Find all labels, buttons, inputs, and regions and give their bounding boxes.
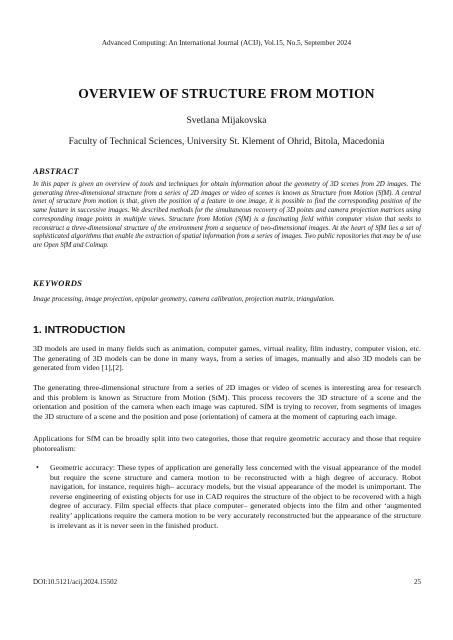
intro-paragraph-3: Applications for SfM can be broadly split into two categories, those that require geometric accuracy and those that require photorealism:	[33, 434, 421, 453]
introduction-heading: 1. INTRODUCTION	[33, 324, 126, 336]
page-number: 25	[414, 578, 421, 586]
intro-paragraph-2: The generating three-dimensional structure from a series of 2D images or video of scenes is interesting area for research and this problem is known as Structure from Motion (StM). This process recovers the 3D structure of a scene and the orientation and position of the camera when each image was captured. SfM is trying to recover, from segments of images the 3D structure of a scene and the position and pose (orientation) of camera at the moment of capturing each image.	[33, 383, 421, 421]
journal-header: Advanced Computing: An International Journal (ACIJ), Vol.15, No.5, September 2024	[101, 39, 352, 47]
footer-doi: DOI:10.5121/acij.2024.15502	[33, 578, 118, 586]
bullet-text: Geometric accuracy: These types of application are generally less concerned with the visual appearance of the model but require the scene structure and camera motion to be reconstructed with a high degree of accuracy. Robot navigation, for instance, requires high– accuracy models, but the visual appearance of the model is unimportant. The reverse engineering of existing objects for use in CAD requires the structure of the object to be recovered with a high degree of accuracy. Film special effects that place computer– generated objects into the film and other ‘augmented reality’ applications require the camera motion to be very accurately reconstructed but the appearance of the structure is irrelevant as it is never seen in the finished product.	[50, 463, 421, 530]
paper-title: OVERVIEW OF STRUCTURE FROM MOTION	[78, 86, 375, 101]
intro-paragraph-1: 3D models are used in many fields such as animation, computer games, virtual reality, film industry, computer vision, etc. The generating of 3D models can be done in many ways, from a series of images, manually and also 3D models can be generated from video [1],[2].	[33, 344, 421, 373]
author-name: Svetlana Mijakovska	[186, 116, 267, 126]
keywords-heading: KEYWORDS	[33, 278, 83, 288]
abstract-heading: ABSTRACT	[33, 166, 79, 176]
keywords-text: Image processing, image projection, epipolar geometry, camera calibration, projection matrix, triangulation.	[33, 296, 335, 303]
abstract-text: In this paper is given an overview of tools and techniques for obtain information about the geometry of 3D scenes from 2D images. The generating three-dimensional structure from a series of 2D images or video of scenes is known as Structure from Motion (SfM). A central tenet of structure from motion is that, given the position of a feature in one image, it is possible to find the corresponding position of the same feature in successive images. We described methods for the simultaneous recovery of 3D points and camera projection matrices using corresponding image points in multiple views. Structure from Motion (SfM) is a fascinating field within computer vision that seeks to reconstruct a three-dimensional structure of the environment from a sequence of two-dimensional images. At the heart of SfM lies a set of sophisticated algorithms that enable the extraction of spatial information from a series of images. Two public repositories that may be of use are Open SfM and Colmap.	[33, 181, 421, 249]
bullet-geometric-accuracy	[36, 463, 421, 530]
author-affiliation: Faculty of Technical Sciences, University St. Klement of Ohrid, Bitola, Macedonia	[68, 137, 385, 147]
bullet-icon: •	[36, 463, 39, 472]
